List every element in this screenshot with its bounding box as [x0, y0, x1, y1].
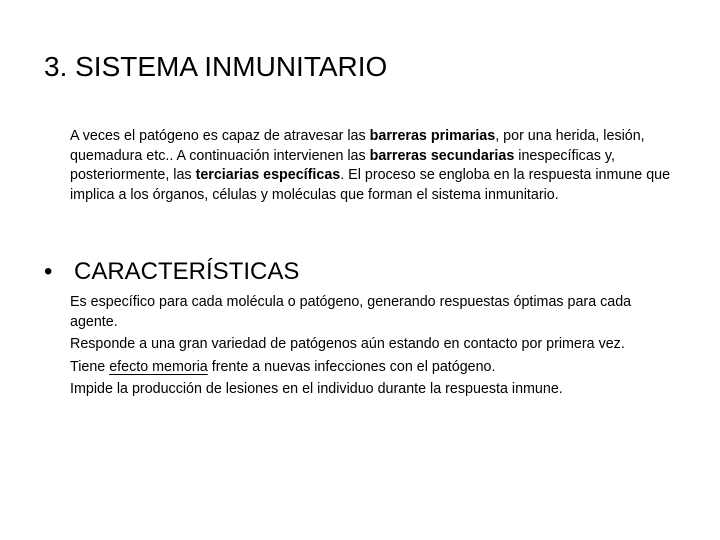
- intro-bold-barreras-primarias: barreras primarias: [369, 128, 496, 144]
- intro-text-2: , por una herida, lesión, quemadura etc.. A continuación intervienen las: [70, 128, 645, 164]
- intro-bold-barreras-secundarias: barreras secundarias: [369, 147, 515, 164]
- intro-paragraph: [70, 127, 682, 205]
- intro-bold-terciarias-especificas: terciarias específicas: [195, 167, 341, 183]
- feature-memoria-pre: Tiene: [70, 358, 110, 375]
- section-heading: [44, 257, 299, 287]
- feature-item-lesiones: Impide la producción de lesiones en el individuo durante la respuesta inmune.: [70, 381, 563, 397]
- feature-memoria-underlined: efecto memoria: [109, 358, 208, 375]
- bullet-icon: •: [44, 258, 53, 285]
- features-list: [70, 293, 670, 403]
- slide-title: 3. SISTEMA INMUNITARIO: [44, 51, 388, 82]
- section-heading-text: CARACTERÍSTICAS: [74, 258, 300, 285]
- intro-text-3: inespecíficas y, posteriormente, las: [70, 147, 615, 183]
- feature-item-memoria: [70, 358, 670, 378]
- feature-memoria-post: frente a nuevas infecciones con el patógeno.: [207, 358, 496, 375]
- intro-text-4: . El proceso se engloba en la respuesta inmune que implica a los órganos, células y moléculas que forman el sistema inmunitario.: [70, 167, 671, 203]
- feature-item-especifico: Es específico para cada molécula o patógeno, generando respuestas óptimas para cada agente.: [70, 294, 632, 330]
- intro-text-1: A veces el patógeno es capaz de atravesar las: [70, 128, 370, 144]
- feature-item-variedad: Responde a una gran variedad de patógenos aún estando en contacto por primera vez.: [70, 336, 625, 352]
